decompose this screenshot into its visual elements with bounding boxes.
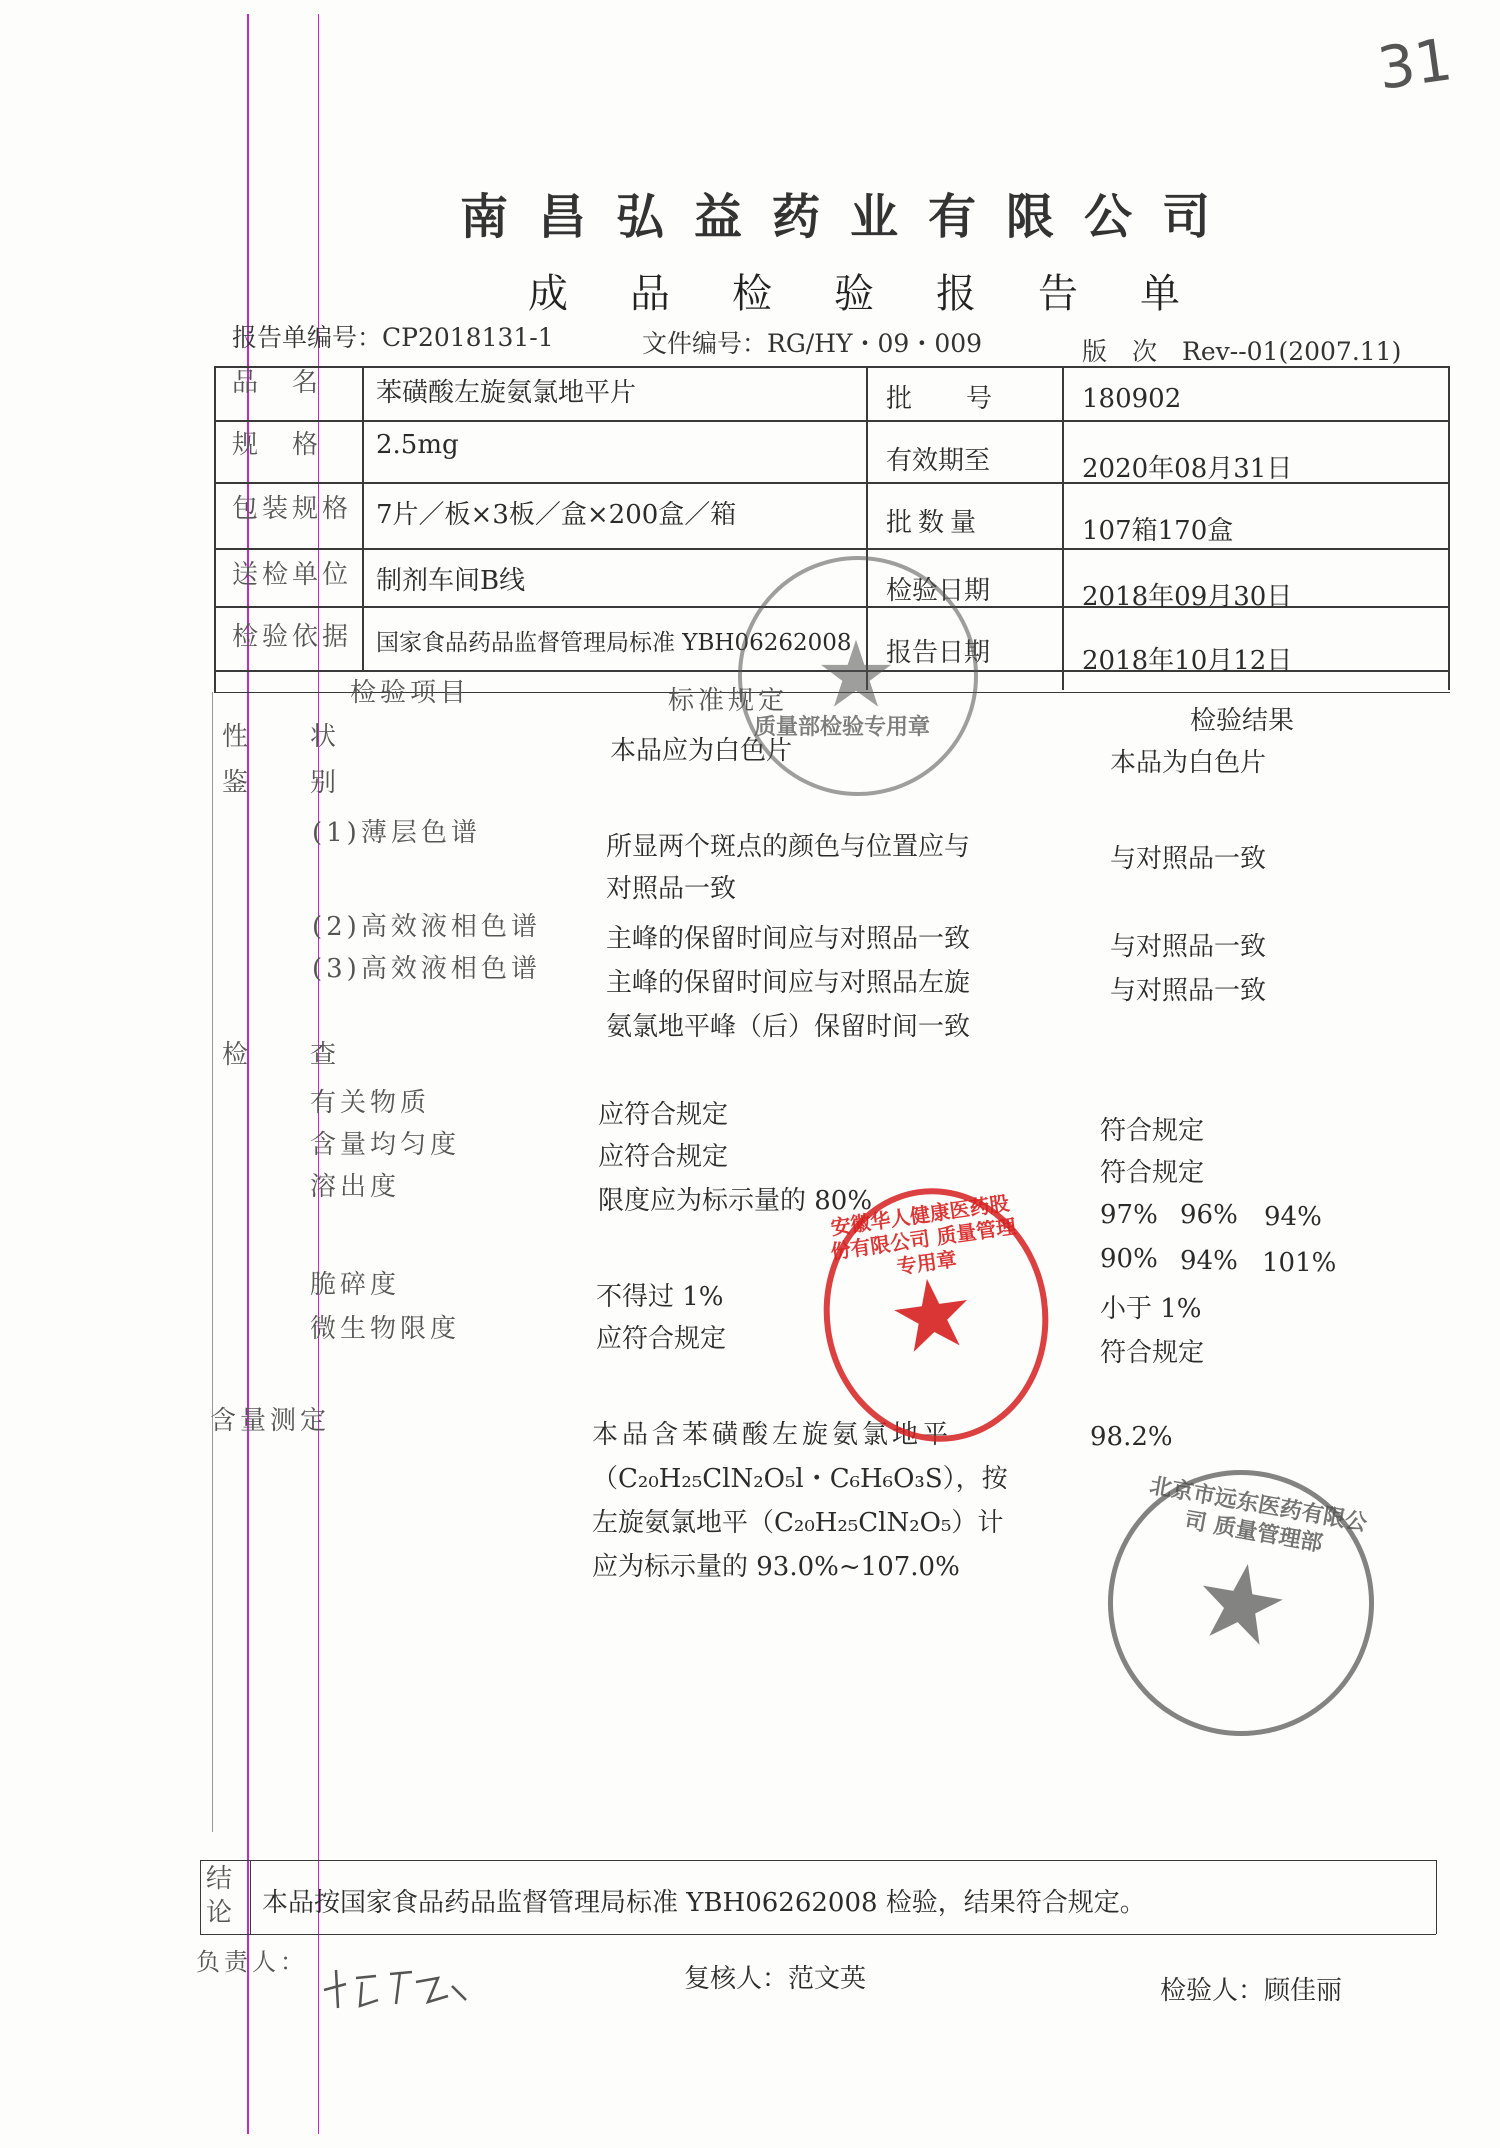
content-uniformity-label: 含量均匀度 [310,1130,461,1160]
star-icon [1190,1552,1292,1654]
value-report-date: 2018年10月12日 [1082,646,1293,676]
inspection-stamp-text: 质量部检验专用章 [754,714,931,740]
label-packing: 包装规格 [232,494,353,524]
conclusion-divider [250,1860,251,1934]
col-divider-3 [1062,366,1064,690]
hplc2-result: 与对照品一致 [1110,932,1267,962]
hplc3-standard-line2: 氨氯地平峰（后）保留时间一致 [606,1012,971,1042]
conclusion-right-border [1436,1860,1437,1934]
tlc-result: 与对照品一致 [1110,844,1267,874]
table-left-border [214,366,216,692]
assay-standard-line4: 应为标示量的 93.0%~107.0% [592,1552,960,1582]
assay-standard-line1: 本品含苯磺酸左旋氨氯地平 [592,1420,953,1450]
version: 版 次 Rev--01(2007.11) [1082,337,1402,366]
label-spec: 规 格 [232,430,323,460]
conclusion-label: 结论 [206,1864,237,1928]
dissolution-result-4: 90% [1100,1244,1158,1274]
approver-label: 负责人： [196,1948,308,1976]
dissolution-result-5: 94% [1180,1246,1238,1276]
section-appearance: 性 状 [222,722,355,752]
company-name: 南昌弘益药业有限公司 [460,189,1241,245]
hplc3-label: (3)高效液相色谱 [312,954,541,984]
appearance-result: 本品为白色片 [1110,748,1267,778]
gray-stamp-text: 北京市远东医药有限公司 质量管理部 [1147,1472,1369,1558]
value-packing: 7片／板×3板／盒×200盒／箱 [376,500,737,530]
conclusion-bottom-border [200,1934,1436,1935]
report-number: 报告单编号：CP2018131-1 [232,323,554,352]
hplc2-label: (2)高效液相色谱 [312,912,541,942]
value-batch-quantity: 107箱170盒 [1082,516,1234,546]
table-top-border [214,366,1450,368]
related-substances-standard: 应符合规定 [598,1100,729,1130]
tlc-label: (1)薄层色谱 [312,818,481,848]
assay-standard-line2: （C₂₀H₂₅ClN₂O₅l・C₆H₆O₃S），按 [592,1464,1008,1494]
col-divider-1 [362,366,364,670]
section-identification: 鉴 别 [222,768,355,798]
hplc2-standard: 主峰的保留时间应与对照品一致 [606,924,971,954]
dissolution-result-6: 101% [1262,1248,1337,1278]
section-inspection: 检 查 [222,1040,355,1070]
row-divider-3 [214,548,1450,550]
label-test-basis: 检验依据 [232,622,353,652]
friability-result: 小于 1% [1100,1294,1202,1324]
dissolution-result-2: 96% [1180,1200,1238,1230]
dissolution-label: 溶出度 [310,1172,401,1202]
label-batch-quantity: 批数量 [886,508,983,538]
value-spec: 2.5mg [376,430,459,460]
value-test-basis: 国家食品药品监督管理局标准 YBH06262008 [376,630,852,656]
dissolution-result-1: 97% [1100,1200,1158,1230]
content-uniformity-result: 符合规定 [1100,1158,1205,1188]
value-test-date: 2018年09月30日 [1082,582,1293,612]
value-batch-no: 180902 [1082,384,1182,414]
hplc3-standard-line1: 主峰的保留时间应与对照品左旋 [606,968,971,998]
tlc-standard-line2: 对照品一致 [606,874,737,904]
microbial-limit-label: 微生物限度 [310,1314,461,1344]
friability-standard: 不得过 1% [596,1282,724,1312]
label-report-date: 报告日期 [886,638,991,668]
file-number: 文件编号：RG/HY・09・009 [642,329,983,358]
table-right-border [1448,366,1450,690]
conclusion-top-border [200,1860,1436,1861]
reviewer-signature: 复核人：范文英 [684,1964,867,1994]
row-divider-1 [214,420,1450,422]
label-product-name: 品 名 [232,368,323,398]
dissolution-result-3: 94% [1264,1202,1322,1232]
microbial-limit-result: 符合规定 [1100,1338,1205,1368]
approver-handwritten-signature [316,1960,476,2016]
related-substances-result: 符合规定 [1100,1116,1205,1146]
hplc3-result: 与对照品一致 [1110,976,1267,1006]
star-icon [818,636,894,712]
tlc-standard-line1: 所显两个斑点的颜色与位置应与 [606,832,971,862]
microbial-limit-standard: 应符合规定 [596,1324,727,1354]
red-stamp-text: 安徽华人健康医药股份有限公司 质量管理专用章 [829,1190,1018,1279]
column-header-result: 检验结果 [1190,706,1295,736]
label-batch-no: 批 号 [886,384,1007,414]
column-header-item: 检验项目 [350,678,471,708]
dissolution-standard: 限度应为标示量的 80% [598,1186,873,1216]
document-title: 成品检验报告单 [528,271,1242,317]
column-header-standard: 标准规定 [668,686,789,716]
friability-label: 脆碎度 [310,1270,401,1300]
assay-standard-line3: 左旋氨氯地平（C₂₀H₂₅ClN₂O₅）计 [592,1508,1004,1538]
star-icon [887,1269,977,1359]
inspection-stamp [738,556,978,796]
section-assay: 含量测定 [210,1406,331,1436]
conclusion-left-border [200,1860,201,1934]
related-substances-label: 有关物质 [310,1088,431,1118]
assay-result: 98.2% [1090,1422,1173,1452]
value-expiry: 2020年08月31日 [1082,454,1293,484]
label-expiry: 有效期至 [886,446,991,476]
conclusion-text: 本品按国家食品药品监督管理局标准 YBH06262008 检验，结果符合规定。 [262,1888,1146,1918]
content-uniformity-standard: 应符合规定 [598,1142,729,1172]
gray-quality-stamp [1087,1449,1395,1757]
value-product-name: 苯磺酸左旋氨氯地平片 [376,378,637,408]
appearance-standard: 本品应为白色片 [610,736,793,766]
label-submitting-unit: 送检单位 [232,560,353,590]
value-submitting-unit: 制剂车间B线 [376,566,526,596]
table-left-border-lower [212,692,213,1832]
page-mark: 31 [1373,25,1457,103]
label-test-date: 检验日期 [886,576,991,606]
inspector-signature: 检验人：顾佳丽 [1160,1976,1343,2006]
